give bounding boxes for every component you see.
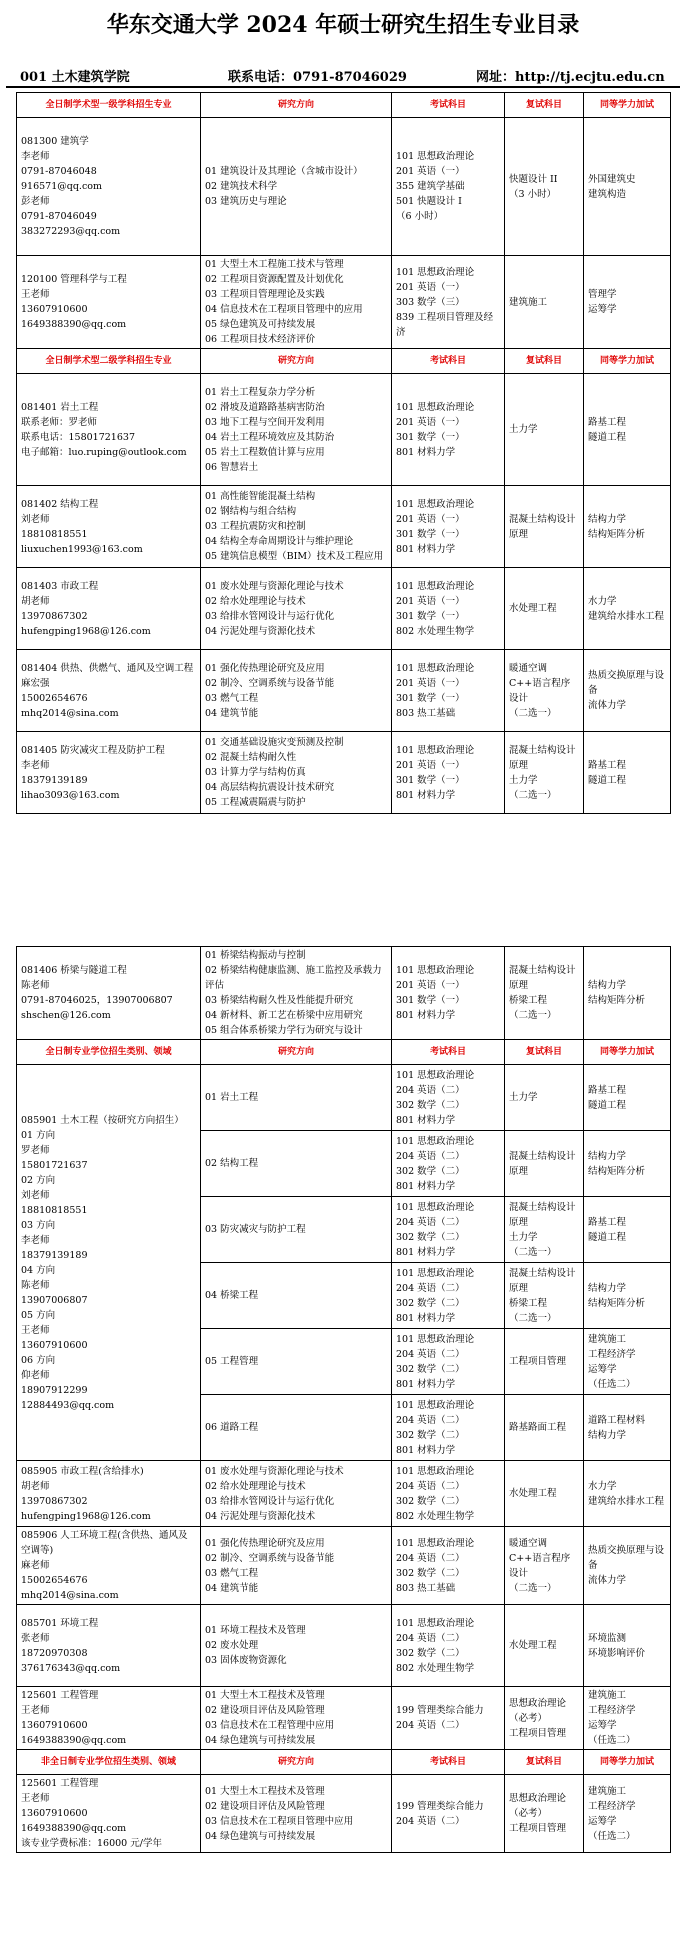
extra-subjects-cell: 建筑施工 工程经济学 运筹学 （任选二） [584,1329,671,1395]
retest-subjects-cell: 混凝土结构设计原理 土力学 （二选一） [505,732,584,814]
section-heading: 全日制学术型一级学科招生专业 [17,93,201,118]
retest-subjects-cell: 水处理工程 [505,1461,584,1527]
extra-subjects-cell: 结构力学 结构矩阵分析 [584,1263,671,1329]
directions-cell: 01 桥梁结构振动与控制 02 桥梁结构健康监测、施工监控及承载力评估 03 桥梁结构耐久性及性能提升研究 04 新材料、新工艺在桥梁中应用研究 05 组合体系桥梁力学行为研究与设计 [201,947,392,1040]
exam-subjects-cell: 101 思想政治理论 204 英语（二） 302 数学（二） 802 水处理生物学 [392,1461,505,1527]
column-header: 同等学力加试 [584,1040,671,1065]
major-cell: 081401 岩土工程 联系老师：罗老师 联系电话：15801721637 电子邮箱：luo.ruping@outlook.com [17,374,201,486]
retest-subjects-cell: 混凝土结构设计原理 桥梁工程 （二选一） [505,1263,584,1329]
exam-subjects-cell: 101 思想政治理论 204 英语（二） 302 数学（二） 801 材料力学 [392,1395,505,1461]
extra-subjects-cell: 路基工程 隧道工程 [584,732,671,814]
major-cell: 120100 管理科学与工程 王老师 13607910600 1649388390@qq.com [17,256,201,349]
directions-cell: 01 高性能智能混凝土结构 02 钢结构与组合结构 03 工程抗震防灾和控制 04 结构全寿命周期设计与维护理论 05 建筑信息模型（BIM）技术及工程应用 [201,486,392,568]
directions-cell: 05 工程管理 [201,1329,392,1395]
directions-cell: 01 岩土工程 [201,1065,392,1131]
major-cell: 081402 结构工程 刘老师 18810818551 liuxuchen1993@163.com [17,486,201,568]
column-header: 研究方向 [201,1040,392,1065]
retest-subjects-cell: 混凝土结构设计原理 桥梁工程 （二选一） [505,947,584,1040]
retest-subjects-cell: 暖通空调 C++语言程序设计 （二选一） [505,1527,584,1605]
exam-subjects-cell: 101 思想政治理论 201 英语（一） 301 数学（一） 803 热工基础 [392,650,505,732]
page-title: 华东交通大学 2024 年硕士研究生招生专业目录 [106,12,580,38]
section-header-row [17,349,671,374]
retest-subjects-cell: 混凝土结构设计原理 土力学 （二选一） [505,1197,584,1263]
directions-cell: 01 大型土木工程施工技术与管理 02 工程项目资源配置及计划优化 03 工程项目管理理论及实践 04 信息技术在工程项目管理中的应用 05 绿色建筑及可持续发展 06 工程项目技术经济评价 [201,256,392,349]
column-header: 考试科目 [392,349,505,374]
extra-subjects-cell: 路基工程 隧道工程 [584,1065,671,1131]
retest-subjects-cell: 土力学 [505,1065,584,1131]
column-header: 考试科目 [392,1750,505,1775]
column-header: 复试科目 [505,93,584,118]
column-header: 复试科目 [505,349,584,374]
extra-subjects-cell: 环境监测 环境影响评价 [584,1605,671,1687]
extra-subjects-cell: 管理学 运筹学 [584,256,671,349]
extra-subjects-cell: 建筑施工 工程经济学 运筹学 （任选二） [584,1687,671,1750]
retest-subjects-cell: 思想政治理论 （必考） 工程项目管理 [505,1687,584,1750]
major-cell: 125601 工程管理 王老师 13607910600 1649388390@qq.com [17,1687,201,1750]
exam-subjects-cell: 101 思想政治理论 204 英语（二） 302 数学（二） 801 材料力学 [392,1329,505,1395]
directions-cell: 02 结构工程 [201,1131,392,1197]
table-row [17,374,671,486]
exam-subjects-cell: 101 思想政治理论 201 英语（一） 301 数学（一） 802 水处理生物学 [392,568,505,650]
website: 网址：http://tj.ecjtu.edu.cn [476,70,665,85]
section-heading: 全日制学术型二级学科招生专业 [17,349,201,374]
table-row [17,1775,671,1853]
extra-subjects-cell: 路基工程 隧道工程 [584,1197,671,1263]
retest-subjects-cell: 土力学 [505,374,584,486]
retest-subjects-cell: 快题设计 II （3 小时） [505,118,584,256]
college-name: 001 土木建筑学院 [20,70,130,85]
retest-subjects-cell: 建筑施工 [505,256,584,349]
major-cell: 085901 土木工程（按研究方向招生） 01 方向 罗老师 15801721637 02 方向 刘老师 18810818551 03 方向 李老师 18379139189 04 方向 陈老师 13907006807 05 方向 王老师 13607910600 06 方向 仰老师 18907912299 12884493@qq.com [17,1065,201,1461]
column-header: 复试科目 [505,1040,584,1065]
exam-subjects-cell: 101 思想政治理论 201 英语（一） 301 数学（一） 801 材料力学 [392,374,505,486]
major-cell: 125601 工程管理 王老师 13607910600 1649388390@qq.com 该专业学费标准：16000 元/学年 [17,1775,201,1853]
table-row [17,486,671,568]
exam-subjects-cell: 101 思想政治理论 204 英语（二） 302 数学（二） 801 材料力学 [392,1263,505,1329]
retest-subjects-cell: 暖通空调 C++语言程序设计 （二选一） [505,650,584,732]
table-row [17,1687,671,1750]
exam-subjects-cell: 199 管理类综合能力 204 英语（二） [392,1775,505,1853]
extra-subjects-cell: 结构力学 结构矩阵分析 [584,486,671,568]
retest-subjects-cell: 混凝土结构设计原理 [505,1131,584,1197]
directions-cell: 06 道路工程 [201,1395,392,1461]
retest-subjects-cell: 水处理工程 [505,568,584,650]
exam-subjects-cell: 101 思想政治理论 201 英语（一） 301 数学（一） 801 材料力学 [392,732,505,814]
table-row [17,1461,671,1527]
exam-subjects-cell: 101 思想政治理论 201 英语（一） 303 数学（三） 839 工程项目管理及经济 [392,256,505,349]
column-header: 考试科目 [392,1040,505,1065]
table-row [17,256,671,349]
directions-cell: 01 大型土木工程技术及管理 02 建设项目评估及风险管理 03 信息技术在工程项目管理中应用 04 绿色建筑与可持续发展 [201,1775,392,1853]
extra-subjects-cell: 水力学 建筑给水排水工程 [584,568,671,650]
extra-subjects-cell: 道路工程材料 结构力学 [584,1395,671,1461]
table-row [17,732,671,814]
catalog-table-2 [16,946,671,1853]
catalog-table-1 [16,92,671,814]
column-header: 研究方向 [201,1750,392,1775]
exam-subjects-cell: 101 思想政治理论 201 英语（一） 355 建筑学基础 501 快题设计 I （6 小时） [392,118,505,256]
table-row [17,947,671,1040]
major-cell: 081403 市政工程 胡老师 13970867302 hufengping1968@126.com [17,568,201,650]
directions-cell: 01 大型土木工程技术及管理 02 建设项目评估及风险管理 03 信息技术在工程管理中应用 04 绿色建筑与可持续发展 [201,1687,392,1750]
section-header-row [17,1040,671,1065]
table-row [17,118,671,256]
column-header: 同等学力加试 [584,1750,671,1775]
table-row [17,650,671,732]
directions-cell: 01 岩土工程复杂力学分析 02 滑坡及道路路基病害防治 03 地下工程与空间开发利用 04 岩土工程环境效应及其防治 05 岩土工程数值计算与应用 06 智慧岩土 [201,374,392,486]
extra-subjects-cell: 结构力学 结构矩阵分析 [584,947,671,1040]
directions-cell: 01 废水处理与资源化理论与技术 02 给水处理理论与技术 03 给排水管网设计与运行优化 04 污泥处理与资源化技术 [201,568,392,650]
exam-subjects-cell: 101 思想政治理论 204 英语（二） 302 数学（二） 801 材料力学 [392,1131,505,1197]
column-header: 研究方向 [201,93,392,118]
major-cell: 085906 人工环境工程(含供热、通风及空调等) 麻老师 15002654676 mhq2014@sina.com [17,1527,201,1605]
exam-subjects-cell: 101 思想政治理论 204 英语（二） 302 数学（二） 802 水处理生物学 [392,1605,505,1687]
exam-subjects-cell: 101 思想政治理论 204 英语（二） 302 数学（二） 801 材料力学 [392,1197,505,1263]
directions-cell: 01 环境工程技术及管理 02 废水处理 03 固体废物资源化 [201,1605,392,1687]
major-cell: 085905 市政工程(含给排水) 胡老师 13970867302 hufengping1968@126.com [17,1461,201,1527]
retest-subjects-cell: 路基路面工程 [505,1395,584,1461]
extra-subjects-cell: 外国建筑史 建筑构造 [584,118,671,256]
directions-cell: 01 强化传热理论研究及应用 02 制冷、空调系统与设备节能 03 燃气工程 04 建筑节能 [201,1527,392,1605]
column-header: 复试科目 [505,1750,584,1775]
directions-cell: 01 建筑设计及其理论（含城市设计） 02 建筑技术科学 03 建筑历史与理论 [201,118,392,256]
retest-subjects-cell: 水处理工程 [505,1605,584,1687]
extra-subjects-cell: 热质交换原理与设备 流体力学 [584,1527,671,1605]
college-info-bar [6,66,680,86]
exam-subjects-cell: 101 思想政治理论 201 英语（一） 301 数学（一） 801 材料力学 [392,947,505,1040]
retest-subjects-cell: 思想政治理论 （必考） 工程项目管理 [505,1775,584,1853]
major-cell: 081300 建筑学 李老师 0791-87046048 916571@qq.com 彭老师 0791-87046049 383272293@qq.com [17,118,201,256]
retest-subjects-cell: 混凝土结构设计原理 [505,486,584,568]
exam-subjects-cell: 101 思想政治理论 201 英语（一） 301 数学（一） 801 材料力学 [392,486,505,568]
table-row [17,568,671,650]
major-cell: 081404 供热、供燃气、通风及空调工程 麻宏强 15002654676 mhq2014@sina.com [17,650,201,732]
major-cell: 081406 桥梁与隧道工程 陈老师 0791-87046025，13907006807 shschen@126.com [17,947,201,1040]
major-cell: 085701 环境工程 张老师 18720970308 376176343@qq.com [17,1605,201,1687]
extra-subjects-cell: 建筑施工 工程经济学 运筹学 （任选二） [584,1775,671,1853]
extra-subjects-cell: 路基工程 隧道工程 [584,374,671,486]
directions-cell: 04 桥梁工程 [201,1263,392,1329]
contact-phone: 联系电话：0791-87046029 [228,70,407,85]
exam-subjects-cell: 199 管理类综合能力 204 英语（二） [392,1687,505,1750]
table-row [17,1065,671,1131]
retest-subjects-cell: 工程项目管理 [505,1329,584,1395]
divider [6,86,680,88]
column-header: 研究方向 [201,349,392,374]
section-header-row [17,1750,671,1775]
extra-subjects-cell: 水力学 建筑给水排水工程 [584,1461,671,1527]
section-heading: 非全日制专业学位招生类别、领域 [17,1750,201,1775]
column-header: 同等学力加试 [584,93,671,118]
table-row [17,1527,671,1605]
extra-subjects-cell: 热质交换原理与设备 流体力学 [584,650,671,732]
column-header: 同等学力加试 [584,349,671,374]
directions-cell: 01 废水处理与资源化理论与技术 02 给水处理理论与技术 03 给排水管网设计与运行优化 04 污泥处理与资源化技术 [201,1461,392,1527]
table-row [17,1605,671,1687]
major-cell: 081405 防灾减灾工程及防护工程 李老师 18379139189 lihao3093@163.com [17,732,201,814]
exam-subjects-cell: 101 思想政治理论 204 英语（二） 302 数学（二） 803 热工基础 [392,1527,505,1605]
column-header: 考试科目 [392,93,505,118]
directions-cell: 03 防灾减灾与防护工程 [201,1197,392,1263]
extra-subjects-cell: 结构力学 结构矩阵分析 [584,1131,671,1197]
section-heading: 全日制专业学位招生类别、领域 [17,1040,201,1065]
directions-cell: 01 交通基础设施灾变预测及控制 02 混凝土结构耐久性 03 计算力学与结构仿真 04 高层结构抗震设计技术研究 05 工程减震隔震与防护 [201,732,392,814]
directions-cell: 01 强化传热理论研究及应用 02 制冷、空调系统与设备节能 03 燃气工程 04 建筑节能 [201,650,392,732]
exam-subjects-cell: 101 思想政治理论 204 英语（二） 302 数学（二） 801 材料力学 [392,1065,505,1131]
section-header-row [17,93,671,118]
